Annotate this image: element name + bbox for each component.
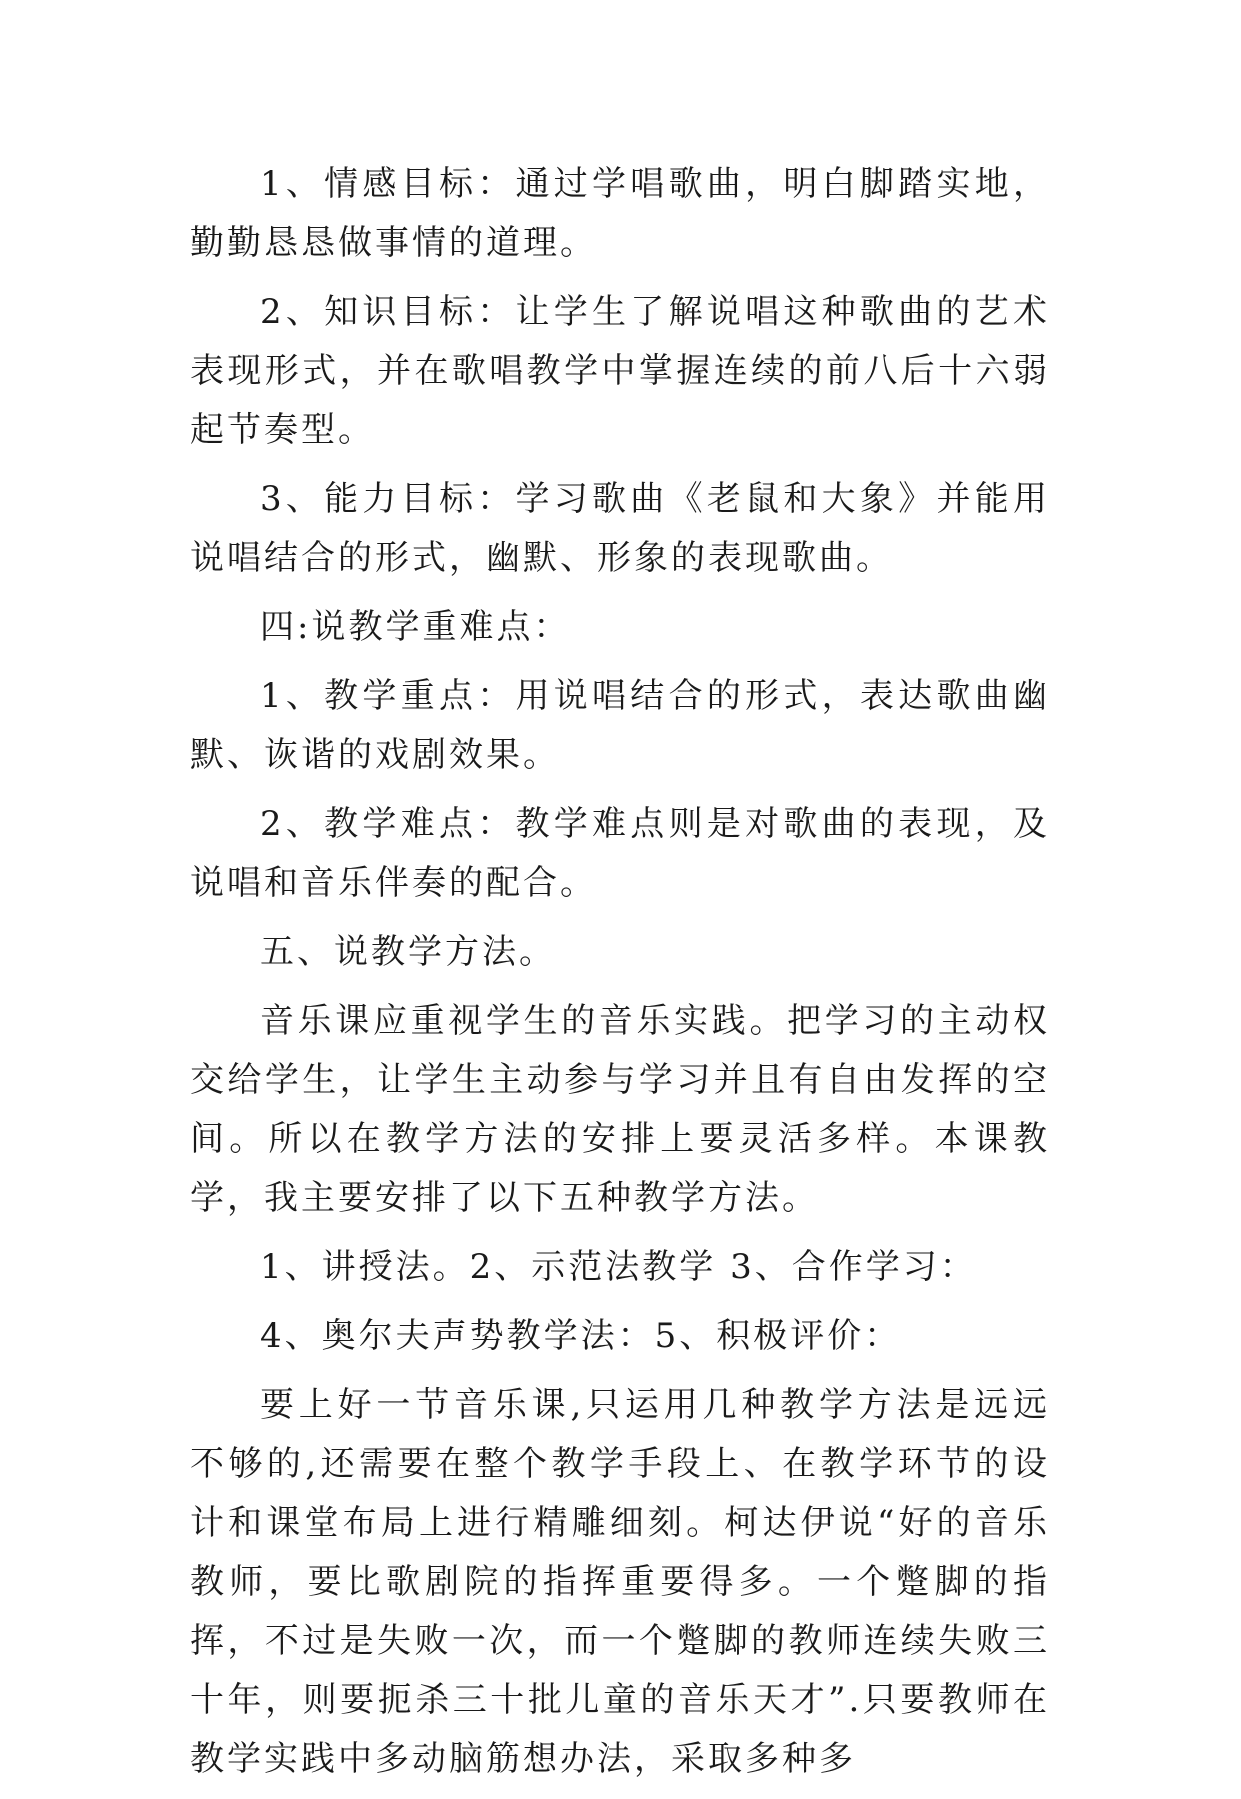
- paragraph-knowledge-goal: 2、知识目标：让学生了解说唱这种歌曲的艺术表现形式，并在歌唱教学中掌握连续的前八后十六弱起节奏型。: [190, 292, 1050, 450]
- paragraph-methods-intro: 音乐课应重视学生的音乐实践。把学习的主动权交给学生，让学生主动参与学习并且有自由发挥的空间。所以在教学方法的安排上要灵活多样。本课教学，我主要安排了以下五种教学方法。: [190, 1001, 1050, 1218]
- paragraph-teaching-focus: 1、教学重点：用说唱结合的形式，表达歌曲幽默、诙谐的戏剧效果。: [190, 676, 1050, 775]
- document-body: [190, 155, 1050, 1799]
- paragraph-ability-goal: 3、能力目标：学习歌曲《老鼠和大象》并能用说唱结合的形式，幽默、形象的表现歌曲。: [190, 479, 1050, 578]
- section-heading-key-points: 四:说教学重难点：: [260, 607, 571, 647]
- section-heading-methods: 五、说教学方法。: [260, 932, 556, 972]
- paragraph-methods-list-2: 4、奥尔夫声势教学法：5、积极评价：: [260, 1316, 902, 1356]
- paragraph-methods-conclusion: 要上好一节音乐课,只运用几种教学方法是远远不够的,还需要在整个教学手段上、在教学环节的设计和课堂布局上进行精雕细刻。柯达伊说“好的音乐教师，要比歌剧院的指挥重要得多。一个蹩脚的指挥，不过是失败一次，而一个蹩脚的教师连续失败三十年，则要扼杀三十批儿童的音乐天才”.只要教师在教学实践中多动脑筋想办法，采取多种多: [190, 1385, 1050, 1779]
- paragraph-methods-list-1: 1、讲授法。2、示范法教学 3、合作学习：: [260, 1247, 977, 1287]
- paragraph-teaching-difficulty: 2、教学难点：教学难点则是对歌曲的表现，及说唱和音乐伴奏的配合。: [190, 804, 1050, 903]
- paragraph-emotion-goal: 1、情感目标：通过学唱歌曲，明白脚踏实地，勤勤恳恳做事情的道理。: [190, 164, 1050, 263]
